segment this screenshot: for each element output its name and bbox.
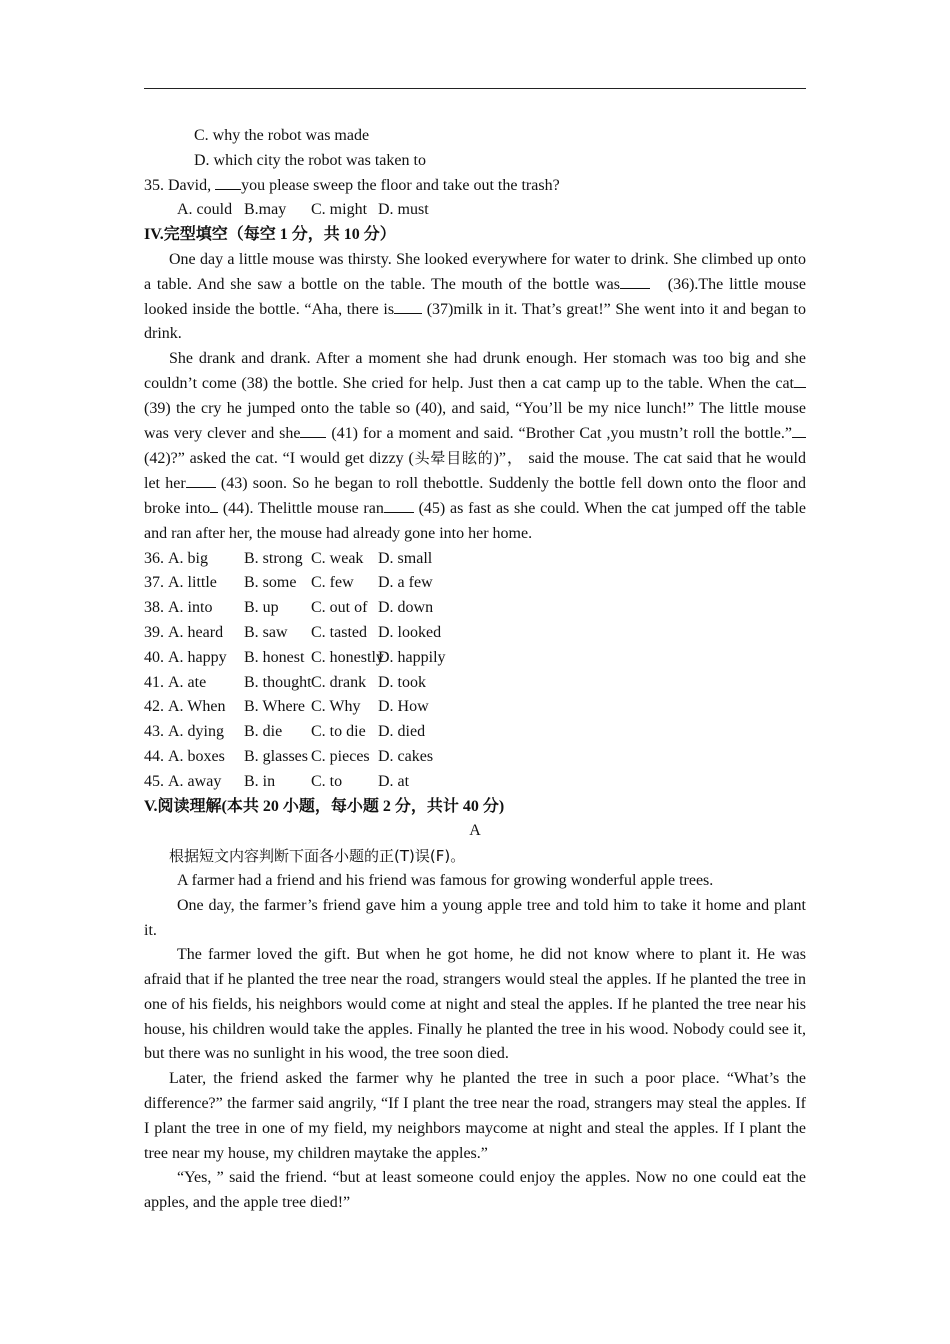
option-a: A. happy: [168, 648, 227, 666]
option-c: C. out of: [311, 599, 368, 617]
option-a: A. When: [168, 698, 226, 716]
reading-paragraph-2: One day, the farmer’s friend gave him a young apple tree and told him to take it home and plant it.: [144, 896, 806, 939]
header-rule: [144, 88, 806, 89]
question-number: 36.: [144, 549, 164, 567]
blank-39: [794, 373, 806, 388]
option-d: D. How: [378, 698, 429, 716]
blank-43: [186, 473, 216, 488]
option-b: B. up: [244, 599, 279, 617]
option-b: B. honest: [244, 648, 305, 666]
cloze-option-row: [144, 770, 806, 795]
q35-option-b: B.may: [244, 201, 287, 219]
question-number: 40.: [144, 648, 164, 666]
question-number: 38.: [144, 599, 164, 617]
cloze-p2-text-4: (42)?” asked the cat. “I would get dizzy (: [144, 450, 414, 468]
option-b: B. strong: [244, 549, 303, 567]
cloze-option-row: [144, 621, 806, 646]
blank-36: [620, 274, 650, 289]
blank-44: [210, 498, 218, 513]
q35-stem-start: 35. David,: [144, 176, 216, 194]
option-d: D. at: [378, 772, 410, 790]
option-a: A. dying: [168, 723, 224, 741]
cloze-p2-text-8: (45) as fast as she could. When the cat jumped off the table and ran after her, the mouse had already gone into her home.: [144, 499, 806, 542]
option-d: D. small: [378, 549, 433, 567]
cloze-option-row: [144, 745, 806, 770]
blank-41: [300, 423, 326, 438]
q35-blank: [215, 175, 241, 190]
cloze-p2-text-6: (43) soon. So he began to roll thebottle. Suddenly the bottle fell down onto the floor and broke into: [144, 475, 807, 517]
reading-paragraph-3: The farmer loved the gift. But when he got home, he did not know where to plant it. He was afraid that if he planted the tree near the road, strangers would steal the apples. If he planted the tree in one of his fields, his neighbors would come at night and steal the apples. If he planted the tree near his house, his children would take the apples. Finally he planted the tree in his wood. Nobody could see it, but there was no sunlight in his wood, the tree soon died.: [144, 946, 806, 1063]
option-c: C. Why: [311, 698, 361, 716]
cloze-option-row: [144, 695, 806, 720]
section-4-heading: IV.完型填空（每空 1 分，共 10 分）: [144, 226, 396, 244]
cloze-p2-text-2: (39) the cry he jumped onto the table so (40), and said, “You’ll be my nice lunch!” The little mouse was very clever and she: [144, 399, 806, 442]
q35-option-a: A. could: [177, 201, 233, 219]
question-number: 44.: [144, 747, 164, 765]
option-a: A. little: [168, 574, 217, 592]
question-number: 37.: [144, 574, 164, 592]
question-number: 41.: [144, 673, 164, 691]
option-a: A. boxes: [168, 747, 225, 765]
reading-paragraph-4: Later, the friend asked the farmer why he planted the tree in such a poor place. “What’s the difference?” the farmer said angrily, “If I plant the tree near the road, strangers may steal the apples. If I plant the tree in one of my field, my neighbors maycome at night and steal the apples. If I plant the tree near my house, my children maytake the apples.”: [144, 1070, 806, 1162]
option-c: C. few: [311, 574, 354, 592]
q34-option-c: C. why the robot was made: [194, 127, 370, 144]
cloze-option-row: [144, 596, 806, 621]
q35-options: [144, 198, 806, 223]
option-b: B. Where: [244, 698, 306, 716]
option-c: C. drank: [311, 673, 367, 691]
option-b: B. in: [244, 772, 276, 790]
reading-instruction: [144, 844, 806, 869]
cloze-p2-text-7: (44). Thelittle mouse ran: [218, 499, 384, 517]
option-a: A. away: [168, 772, 222, 790]
reading-paragraph-1: A farmer had a friend and his friend was famous for growing wonderful apple trees.: [177, 871, 714, 889]
cloze-option-row: [144, 646, 806, 671]
cloze-p2-text-1: She drank and drank. After a moment she had drunk enough. Her stomach was too big and she couldn’t come (38) the bottle. She cried for help. Just then a cat camp up to the table. When the cat: [144, 350, 806, 392]
cloze-p2-text-5: )”， said the mouse. The cat said that he would let her: [144, 450, 806, 493]
option-c: C. weak: [311, 549, 364, 567]
option-b: B. saw: [244, 623, 288, 641]
option-d: D. cakes: [378, 747, 434, 765]
option-d: D. took: [378, 673, 426, 691]
option-c: C. pieces: [311, 747, 370, 765]
blank-45: [384, 498, 414, 513]
option-b: B. glasses: [244, 747, 308, 765]
cloze-p1-text-2: (36).The little mouse looked inside the bottle. “Aha, there is: [144, 275, 806, 318]
reading-instruction-text: 根据短文内容判断下面各小题的正(T)误(F)。: [169, 847, 466, 866]
section-5-heading: V.阅读理解(本共 20 小题，每小题 2 分，共计 40 分): [144, 797, 505, 815]
cloze-option-row: [144, 547, 806, 572]
option-a: A. big: [168, 549, 208, 567]
question-number: 45.: [144, 772, 164, 790]
option-b: B. thought: [244, 673, 312, 691]
option-a: A. into: [168, 599, 213, 617]
option-b: B. die: [244, 723, 283, 741]
option-a: A. ate: [168, 673, 207, 691]
blank-42: [792, 423, 806, 438]
option-d: D. looked: [378, 623, 442, 641]
q35-stem: [144, 174, 806, 199]
option-d: D. happily: [378, 648, 446, 666]
question-number: 42.: [144, 698, 164, 716]
cloze-p2-cjk-gloss: 头晕目眩的: [413, 449, 494, 468]
blank-37: [394, 299, 422, 314]
question-number: 43.: [144, 723, 164, 741]
reading-part-label: A: [469, 822, 481, 840]
option-b: B. some: [244, 574, 297, 592]
cloze-option-row: [144, 720, 806, 745]
option-c: C. honestly: [311, 648, 384, 666]
q35-stem-end: you please sweep the floor and take out the trash?: [241, 176, 560, 194]
option-d: D. a few: [378, 574, 433, 592]
cloze-p1-text-3: (37)milk in it. That’s great!” She went into it and began to drink.: [144, 300, 806, 343]
option-a: A. heard: [168, 623, 224, 641]
option-c: C. to: [311, 772, 343, 790]
exam-page: [144, 124, 806, 1216]
cloze-p1-text-1: One day a little mouse was thirsty. She looked everywhere for water to drink. She climbed up onto a table. And she saw a bottle on the table. The mouth of the bottle was: [144, 250, 806, 293]
cloze-option-row: [144, 671, 806, 696]
option-c: C. tasted: [311, 623, 367, 641]
cloze-option-row: [144, 571, 806, 596]
q34-option-d: D. which city the robot was taken to: [194, 151, 426, 169]
question-number: 39.: [144, 623, 164, 641]
option-d: D. down: [378, 599, 434, 617]
reading-paragraph-5: “Yes, ” said the friend. “but at least someone could enjoy the apples. Now no one could eat the apples, and the apple tree died!”: [144, 1169, 806, 1212]
q35-option-d: D. must: [378, 201, 429, 219]
cloze-options-list: [144, 547, 806, 795]
option-d: D. died: [378, 723, 426, 741]
cloze-paragraph-1: [144, 248, 806, 347]
q35-option-c: C. might: [311, 201, 368, 219]
option-c: C. to die: [311, 723, 366, 741]
cloze-p2-text-3: (41) for a moment and said. “Brother Cat ,you mustn’t roll the bottle.”: [326, 424, 792, 442]
cloze-paragraph-2: [144, 347, 806, 546]
